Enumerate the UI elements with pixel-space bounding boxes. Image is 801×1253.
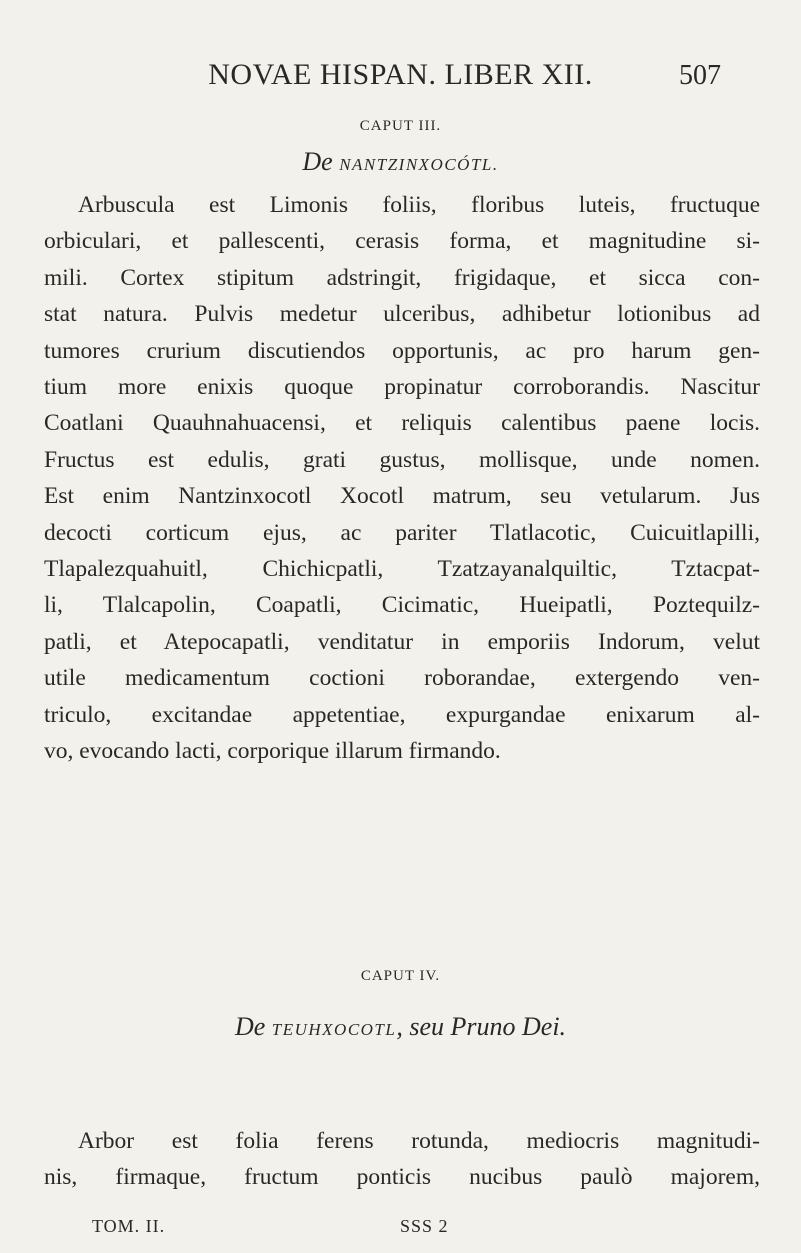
chapter-4-title-name: TEUHXOCOTL: [271, 1020, 397, 1039]
chapter-3-body: [44, 187, 760, 770]
text-line: tium more enixis quoque propinatur corroborandis. Nascitur: [44, 374, 760, 401]
chapter-4-title: [0, 1012, 801, 1042]
chapter-4-label: CAPUT IV.: [360, 968, 441, 984]
chapter-3-title-prefix: De: [302, 147, 333, 176]
text-line: nis, firmaque, fructum ponticis nucibus paulò majorem,: [44, 1164, 760, 1191]
text-line: Fructus est edulis, grati gustus, mollisque, unde nomen.: [44, 446, 760, 473]
chapter-4-body: [44, 1123, 760, 1196]
running-title: NOVAE HISPAN. LIBER XII.: [208, 58, 593, 91]
chapter-4-title-suffix: , seu Pruno Dei.: [396, 1012, 567, 1041]
text-line: Est enim Nantzinxocotl Xocotl matrum, seu vetularum. Jus: [44, 483, 760, 510]
text-line: stat natura. Pulvis medetur ulceribus, adhibetur lotionibus ad: [44, 301, 760, 328]
text-line: patli, et Atepocapatli, venditatur in emporiis Indorum, velut: [44, 628, 760, 655]
text-line: orbiculari, et pallescenti, cerasis forma, et magnitudine si-: [44, 228, 760, 255]
text-line: triculo, excitandae appetentiae, expurgandae enixarum al-: [44, 701, 760, 728]
text-line: decocti corticum ejus, ac pariter Tlatlacotic, Cuicuitlapilli,: [44, 519, 760, 546]
chapter-3-label: CAPUT III.: [359, 118, 442, 134]
volume-label: TOM. II.: [92, 1216, 166, 1236]
text-line: Arbor est folia ferens rotunda, mediocris magnitudi-: [78, 1128, 760, 1154]
text-line: Arbuscula est Limonis foliis, floribus luteis, fructuque: [78, 192, 760, 218]
text-line: vo, evocando lacti, corporique illarum firmando.: [44, 738, 501, 765]
text-line: mili. Cortex stipitum adstringit, frigidaque, et sicca con-: [44, 264, 760, 291]
chapter-4-title-prefix: De: [234, 1012, 266, 1041]
chapter-3-title: [0, 147, 801, 177]
text-line: Coatlani Quauhnahuacensi, et reliquis calentibus paene locis.: [44, 410, 760, 437]
page-number: 507: [679, 60, 721, 91]
signature-mark: SSS 2: [400, 1216, 449, 1236]
text-line: Tlapalezquahuitl, Chichicpatli, Tzatzayanalquiltic, Tztacpat-: [44, 556, 760, 583]
text-line: li, Tlalcapolin, Coapatli, Cicimatic, Hueipatli, Poztequilz-: [44, 592, 760, 619]
text-line: utile medicamentum coctioni roborandae, extergendo ven-: [44, 665, 760, 692]
text-line: tumores crurium discutiendos opportunis, ac pro harum gen-: [44, 337, 760, 364]
chapter-3-title-name: NANTZINXOCÓTL.: [339, 155, 499, 174]
